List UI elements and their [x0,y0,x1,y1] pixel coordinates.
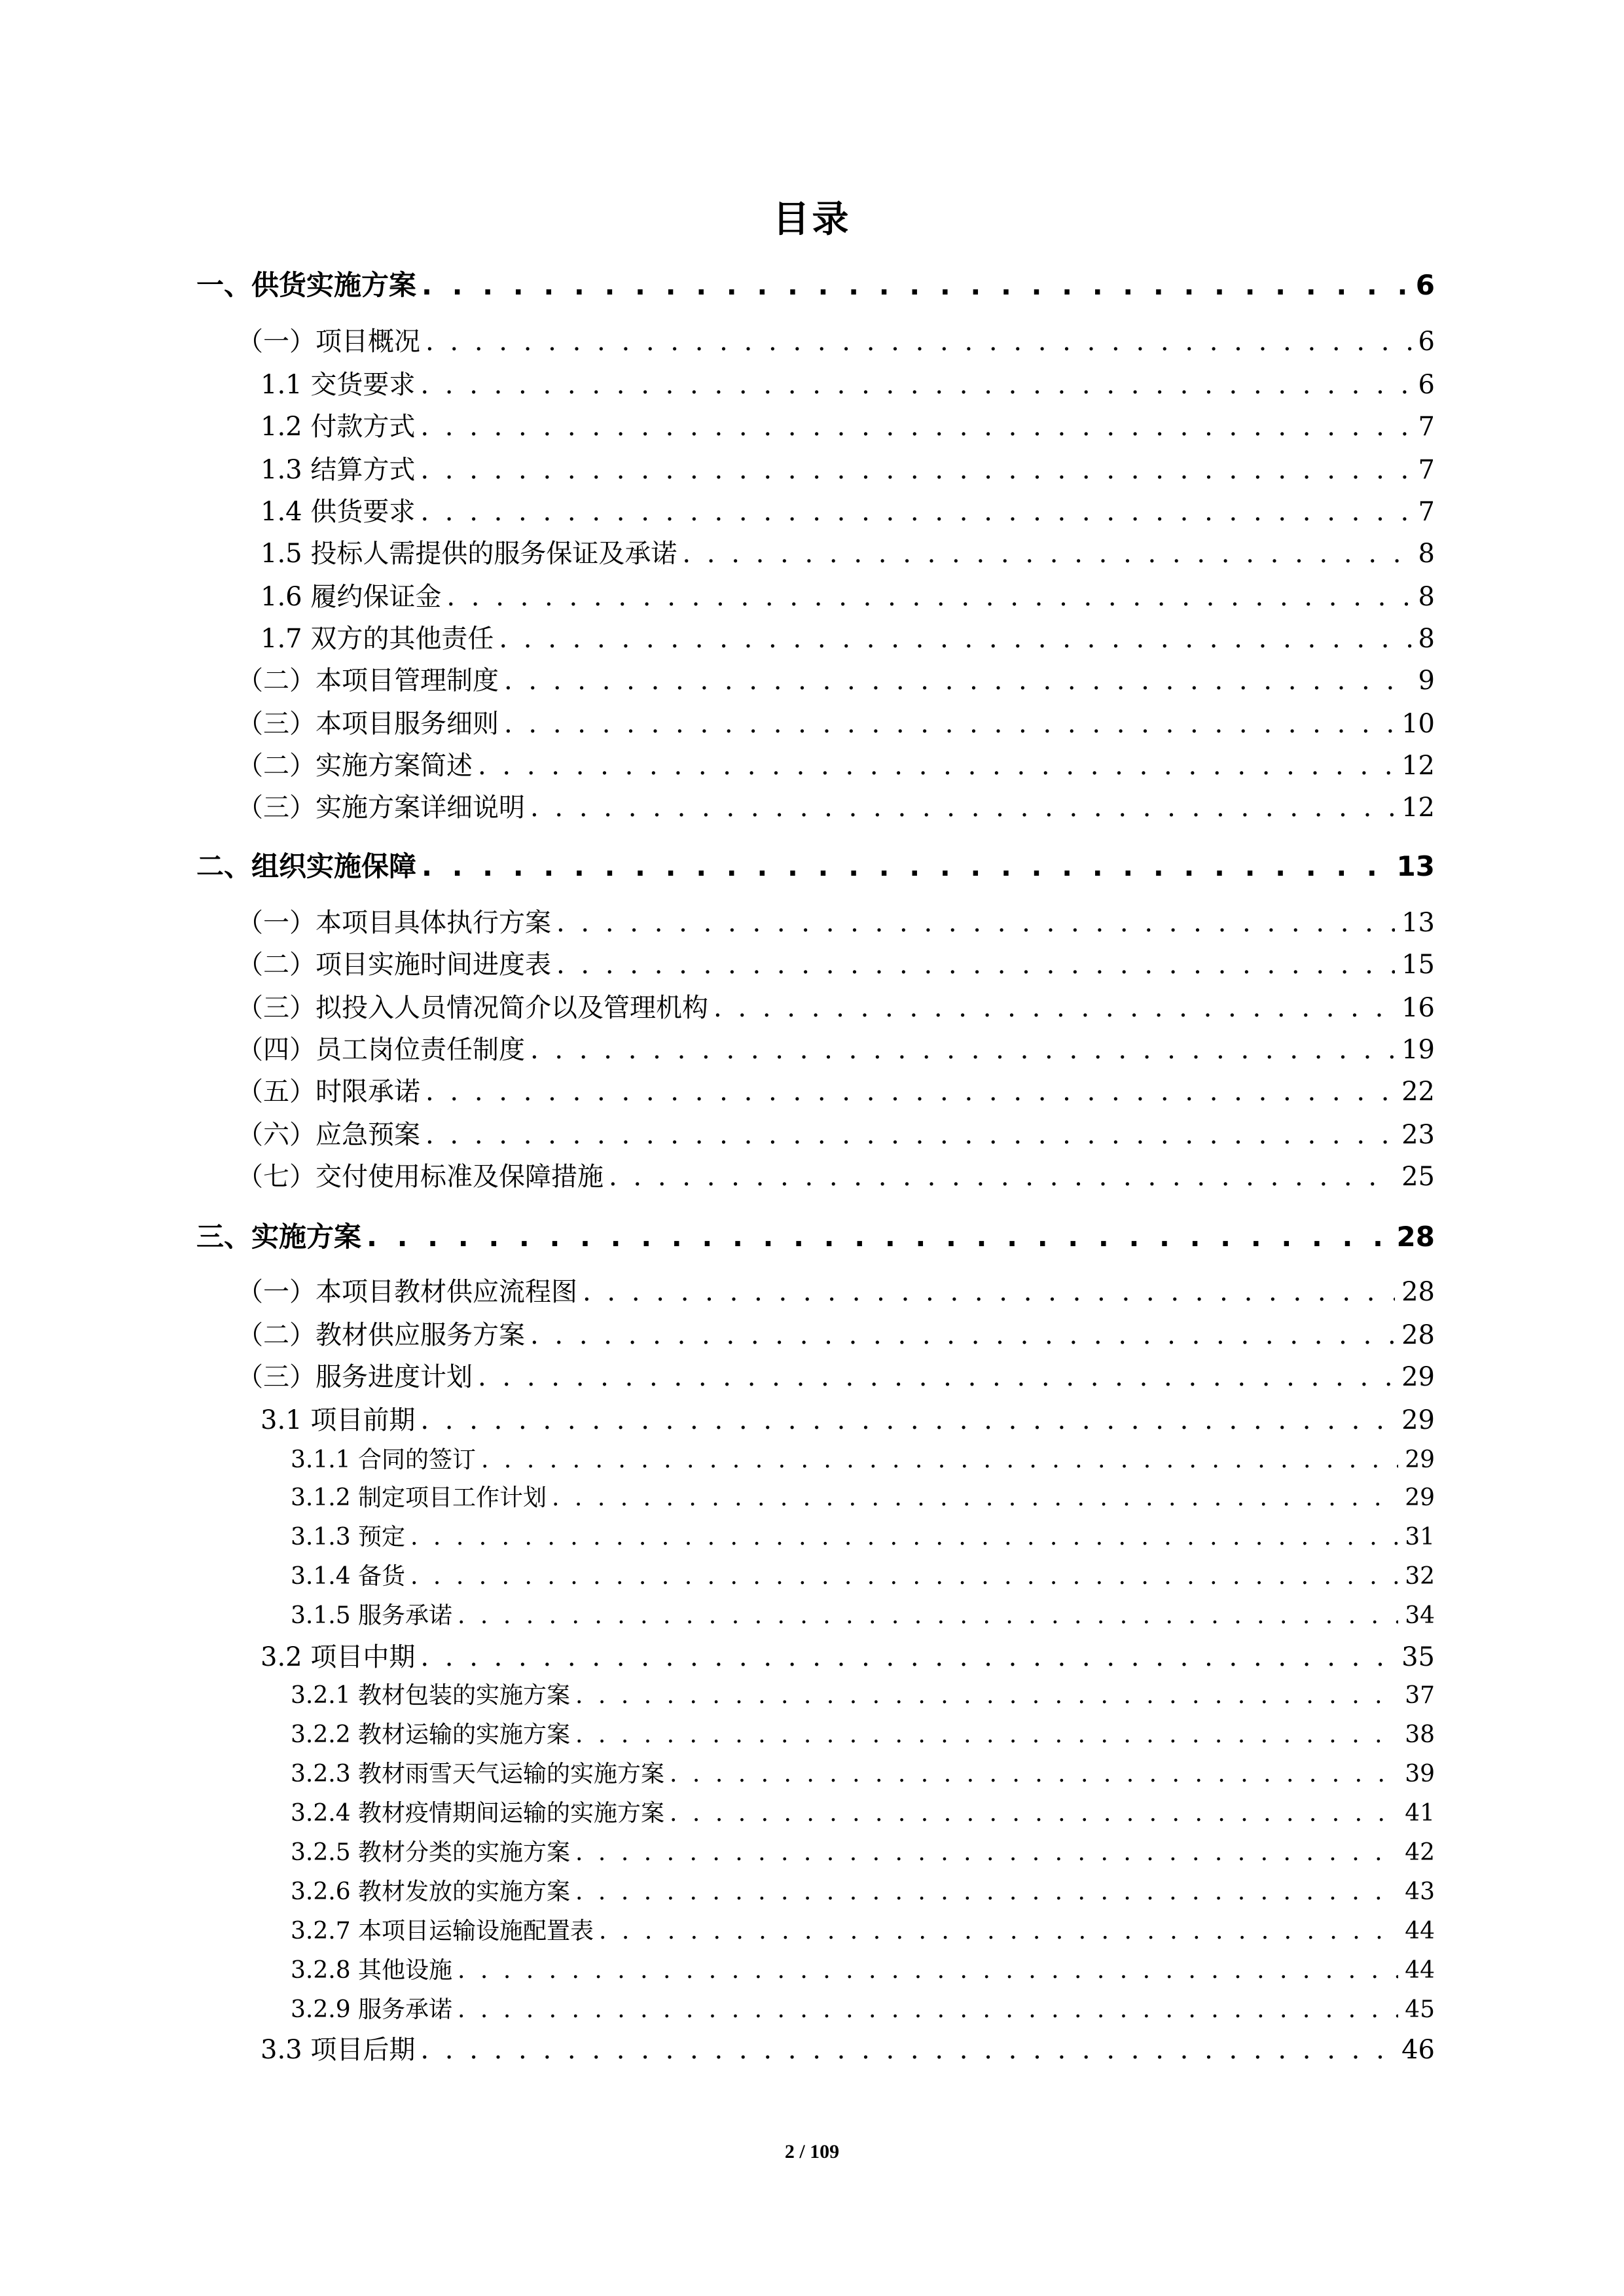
toc-entry[interactable] [261,493,1435,530]
toc-entry[interactable] [291,1797,1435,1830]
toc-dot-leader [420,452,1411,488]
toc-dot-leader [446,579,1411,615]
toc-entry-page-number: 45 [1405,1996,1435,2023]
toc-entry[interactable] [237,905,1435,941]
toc-entry[interactable] [291,1758,1435,1791]
toc-entry[interactable] [237,706,1435,742]
toc-entry-page-number: 28 [1401,1320,1435,1350]
toc-entry-label: 1.2 付款方式 [261,412,416,442]
toc-entry[interactable] [196,266,1435,305]
toc-dot-leader [583,1274,1395,1310]
toc-entry-page-number: 12 [1401,751,1435,781]
toc-dot-leader [425,323,1412,360]
toc-entry-label: 3.2 项目中期 [261,1642,416,1672]
toc-dot-leader [530,789,1395,826]
toc-dot-leader [504,662,1412,699]
toc-entry-label: （四）员工岗位责任制度 [237,1035,525,1065]
toc-dot-leader [422,266,1409,305]
toc-title: 目录 [772,198,852,241]
toc-dot-leader [458,1994,1398,2026]
toc-entry[interactable] [237,1317,1435,1354]
toc-entry-label: 3.1.4 备货 [291,1563,406,1590]
toc-entry-label: 3.2.4 教材疫情期间运输的实施方案 [291,1800,665,1827]
toc-dot-leader [420,493,1411,530]
toc-entry-label: （二）项目实施时间进度表 [237,950,551,980]
toc-entry-label: 二、组织实施保障 [196,850,417,882]
toc-dot-leader [670,1758,1398,1791]
toc-entry-page-number: 35 [1401,1642,1435,1672]
toc-entry-page-number: 19 [1401,1035,1435,1065]
toc-entry-page-number: 46 [1401,2035,1435,2065]
toc-entry-page-number: 10 [1401,709,1435,739]
toc-dot-leader [420,367,1411,403]
toc-entry-label: （三）拟投入人员情况简介以及管理机构 [237,993,708,1023]
toc-entry[interactable] [291,1560,1435,1593]
toc-dot-leader [599,1915,1398,1948]
toc-entry-label: 3.1.3 预定 [291,1524,406,1551]
toc-entry[interactable] [261,2032,1435,2068]
toc-entry-label: 3.1.2 制定项目工作计划 [291,1484,547,1511]
toc-entry-label: 3.2.7 本项目运输设施配置表 [291,1918,594,1945]
toc-entry-label: 1.3 结算方式 [261,455,416,485]
toc-dot-leader [575,1837,1398,1869]
toc-entry[interactable] [237,1359,1435,1395]
toc-entry-label: 3.2.9 服务承诺 [291,1996,453,2023]
toc-entry-page-number: 16 [1401,993,1435,1023]
toc-entry-label: 1.6 履约保证金 [261,582,442,612]
toc-entry-page-number: 31 [1405,1524,1435,1551]
toc-entry[interactable] [237,1117,1435,1153]
toc-entry-page-number: 7 [1418,455,1435,485]
toc-dot-leader [530,1317,1395,1354]
toc-entry-page-number: 42 [1405,1839,1435,1866]
toc-entry-page-number: 6 [1418,370,1435,400]
toc-entry-page-number: 29 [1401,1405,1435,1435]
toc-entry[interactable] [237,1073,1435,1110]
toc-entry[interactable] [261,367,1435,403]
toc-dot-leader [556,905,1395,941]
toc-entry-page-number: 28 [1396,1221,1435,1253]
toc-dot-leader [481,1444,1398,1477]
toc-dot-leader [499,620,1411,657]
toc-entry-page-number: 13 [1396,850,1435,882]
toc-dot-leader [425,1117,1395,1153]
toc-dot-leader [478,1359,1395,1395]
toc-dot-leader [552,1482,1398,1515]
toc-entry-label: 3.1.5 服务承诺 [291,1602,453,1629]
toc-entry[interactable] [261,1639,1435,1676]
toc-entry-page-number: 6 [1415,269,1435,301]
toc-entry-label: （三）本项目服务细则 [237,709,499,739]
toc-entry-label: 三、实施方案 [196,1221,362,1253]
toc-dot-leader [410,1560,1398,1593]
toc-entry-label: 3.2.1 教材包装的实施方案 [291,1682,571,1709]
toc-entry[interactable] [237,662,1435,699]
toc-entry[interactable] [261,1402,1435,1439]
toc-entry[interactable] [291,1600,1435,1632]
toc-dot-leader [420,408,1411,445]
toc-dot-leader [530,1031,1395,1068]
toc-entry-page-number: 29 [1405,1484,1435,1511]
toc-entry-page-number: 43 [1405,1878,1435,1905]
toc-entry[interactable] [196,1217,1435,1257]
toc-dot-leader [670,1797,1398,1830]
toc-entry[interactable] [291,1876,1435,1909]
toc-entry-label: 3.2.3 教材雨雪天气运输的实施方案 [291,1761,665,1787]
toc-entry-page-number: 8 [1418,539,1435,569]
toc-entry[interactable] [237,1158,1435,1195]
toc-dot-leader [420,2032,1395,2068]
toc-entry-label: 1.1 交货要求 [261,370,416,400]
toc-entry-page-number: 28 [1401,1277,1435,1307]
toc-entry[interactable] [291,1915,1435,1948]
toc-entry-label: 1.5 投标人需提供的服务保证及承诺 [261,539,677,569]
toc-dot-leader [478,747,1395,784]
toc-dot-leader [420,1402,1395,1439]
toc-entry-page-number: 29 [1405,1446,1435,1473]
toc-entry-page-number: 9 [1418,666,1435,696]
toc-entry[interactable] [261,535,1435,572]
toc-dot-leader [425,1073,1395,1110]
toc-entry[interactable] [261,579,1435,615]
toc-entry[interactable] [196,847,1435,886]
toc-entry[interactable] [237,789,1435,826]
toc-entry-label: （三）实施方案详细说明 [237,793,525,823]
toc-entry-label: 3.1.1 合同的签订 [291,1446,477,1473]
toc-entry-page-number: 22 [1401,1077,1435,1107]
toc-dot-leader [609,1158,1395,1195]
toc-entry-page-number: 15 [1401,950,1435,980]
toc-dot-leader [682,535,1411,572]
toc-dot-leader [575,1719,1398,1751]
toc-entry-label: 1.7 双方的其他责任 [261,624,494,654]
toc-dot-leader [422,847,1390,886]
toc-entry-label: 3.1 项目前期 [261,1405,416,1435]
toc-entry[interactable] [291,1521,1435,1554]
toc-dot-leader [420,1639,1395,1676]
toc-entry-label: （五）时限承诺 [237,1077,420,1107]
toc-entry-page-number: 25 [1401,1162,1435,1192]
toc-entry-label: （一）本项目具体执行方案 [237,908,551,938]
toc-entry[interactable] [261,620,1435,657]
toc-dot-leader [504,706,1395,742]
toc-entry-label: （一）项目概况 [237,327,420,357]
toc-entry-page-number: 44 [1405,1918,1435,1945]
table-of-contents [196,0,1435,2296]
toc-entry-label: （一）本项目教材供应流程图 [237,1277,577,1307]
toc-dot-leader [410,1521,1398,1554]
toc-entry-label: 3.3 项目后期 [261,2035,416,2065]
toc-entry-page-number: 8 [1418,624,1435,654]
toc-entry[interactable] [291,1954,1435,1987]
toc-entry-label: （二）教材供应服务方案 [237,1320,525,1350]
toc-entry[interactable] [237,990,1435,1026]
toc-entry-page-number: 38 [1405,1721,1435,1748]
toc-entry[interactable] [261,452,1435,488]
toc-entry-label: 3.2.6 教材发放的实施方案 [291,1878,571,1905]
toc-entry-label: 1.4 供货要求 [261,497,416,527]
toc-entry-label: 一、供货实施方案 [196,269,417,301]
toc-entry-page-number: 23 [1401,1120,1435,1150]
toc-entry[interactable] [291,1719,1435,1751]
toc-entry[interactable] [237,747,1435,784]
toc-entry-label: 3.2.8 其他设施 [291,1957,453,1984]
toc-entry-label: （三）服务进度计划 [237,1362,473,1392]
toc-dot-leader [556,946,1395,983]
toc-entry-label: （二）本项目管理制度 [237,666,499,696]
toc-dot-leader [458,1600,1398,1632]
toc-dot-leader [367,1217,1390,1257]
toc-entry-label: （六）应急预案 [237,1120,420,1150]
toc-entry[interactable] [261,408,1435,445]
toc-entry-label: 3.2.5 教材分类的实施方案 [291,1839,571,1866]
toc-entry-page-number: 41 [1405,1800,1435,1827]
toc-dot-leader [575,1876,1398,1909]
toc-entry-page-number: 7 [1418,412,1435,442]
toc-dot-leader [713,990,1395,1026]
toc-entry[interactable] [291,1444,1435,1477]
toc-entry-page-number: 39 [1405,1761,1435,1787]
toc-entry-page-number: 44 [1405,1957,1435,1984]
toc-entry[interactable] [291,1994,1435,2026]
toc-entry[interactable] [291,1482,1435,1515]
toc-entry-page-number: 29 [1401,1362,1435,1392]
toc-entry-page-number: 13 [1401,908,1435,938]
toc-entry[interactable] [291,1837,1435,1869]
toc-entry[interactable] [237,1031,1435,1068]
toc-entry[interactable] [237,1274,1435,1310]
toc-entry[interactable] [291,1679,1435,1712]
toc-entry[interactable] [237,323,1435,360]
toc-entry-page-number: 34 [1405,1602,1435,1629]
toc-entry-label: 3.2.2 教材运输的实施方案 [291,1721,571,1748]
toc-entry-page-number: 7 [1418,497,1435,527]
toc-entry-page-number: 6 [1418,327,1435,357]
toc-entry-page-number: 8 [1418,582,1435,612]
toc-entry-label: （二）实施方案简述 [237,751,473,781]
toc-dot-leader [458,1954,1398,1987]
toc-dot-leader [575,1679,1398,1712]
toc-entry-page-number: 37 [1405,1682,1435,1709]
toc-entry[interactable] [237,946,1435,983]
page-footer: 2 / 109 [784,2141,840,2162]
toc-entry-page-number: 12 [1401,793,1435,823]
toc-entry-page-number: 32 [1405,1563,1435,1590]
toc-entry-label: （七）交付使用标准及保障措施 [237,1162,604,1192]
